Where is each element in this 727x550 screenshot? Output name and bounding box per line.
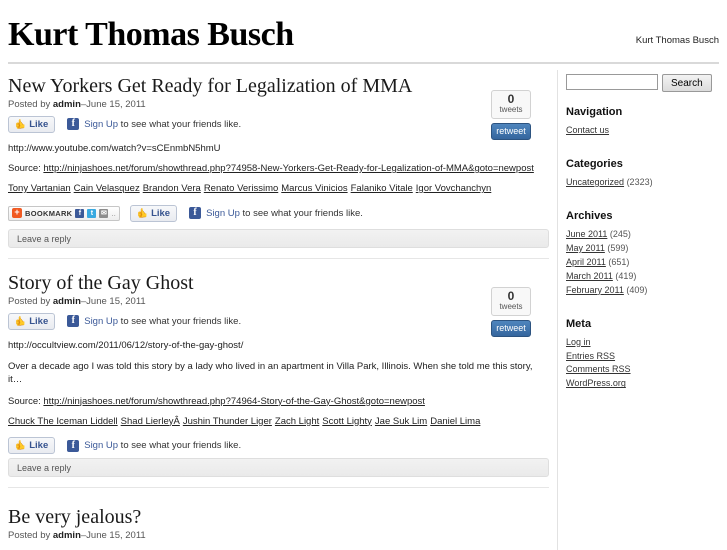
post-url: http://occultview.com/2011/06/12/story-of-the-gay-ghost/ xyxy=(8,340,244,351)
tag-link[interactable]: Renato Verissimo xyxy=(203,183,279,194)
tag-link[interactable]: Chuck The Iceman Liddell xyxy=(8,415,118,427)
meta-separator: – xyxy=(80,529,87,541)
posted-by-label: Posted by xyxy=(8,99,53,110)
meta-heading: Meta xyxy=(566,317,592,330)
facebook-icon: f xyxy=(67,118,79,130)
signup-link[interactable]: Sign Up xyxy=(84,118,119,130)
thumbs-up-icon: 👍 xyxy=(15,315,27,326)
plus-icon: + xyxy=(12,208,22,218)
archives-heading: Archives xyxy=(566,209,613,222)
meta-link[interactable]: WordPress.org xyxy=(566,378,626,389)
retweet-button[interactable]: retweet xyxy=(491,320,531,337)
facebook-like-button[interactable] xyxy=(8,116,55,133)
source-label: Source: xyxy=(8,395,44,407)
tweet-count: 0 xyxy=(507,92,515,106)
tag-link[interactable]: Scott Lighty xyxy=(322,415,372,427)
archive-link[interactable]: April 2011 xyxy=(566,256,606,267)
sidebar-item-archive xyxy=(566,242,712,256)
sidebar-item-contact-us xyxy=(566,124,712,138)
tag-link[interactable]: Jushin Thunder Liger xyxy=(182,415,272,427)
search-input[interactable] xyxy=(566,74,658,90)
categories-section xyxy=(566,158,712,190)
archive-count: (651) xyxy=(608,256,630,267)
facebook-share-icon[interactable]: f xyxy=(75,209,84,218)
category-count: (2323) xyxy=(626,176,653,187)
post-divider xyxy=(8,258,549,259)
site-title: Kurt Thomas Busch xyxy=(8,16,294,53)
facebook-icon: f xyxy=(67,315,79,327)
source-label: Source: xyxy=(8,163,44,174)
post-meta xyxy=(8,296,549,307)
search-button[interactable]: Search xyxy=(662,74,712,92)
facebook-like-row xyxy=(8,311,549,331)
sidebar-item-archive xyxy=(566,284,712,298)
post-url: http://www.youtube.com/watch?v=sCEnmbN5hmU xyxy=(8,143,221,154)
tag-link[interactable]: Cain Velasquez xyxy=(73,183,140,194)
twitter-share-icon[interactable]: t xyxy=(87,209,96,218)
navigation-heading: Navigation xyxy=(566,106,623,118)
like-label: Like xyxy=(29,315,49,327)
post-date: June 15, 2011 xyxy=(86,296,146,307)
like-label: Like xyxy=(151,207,171,219)
post-excerpt: Over a decade ago I was told this story by a lady who lived in an apartment in Villa Park, Illinois. When she told me this story, it… xyxy=(8,361,533,386)
retweet-button[interactable]: retweet xyxy=(491,123,531,140)
navigation-section xyxy=(566,106,712,138)
post-item xyxy=(8,64,549,248)
signup-tail: to see what your friends like. xyxy=(118,440,242,452)
post-item xyxy=(8,490,549,541)
post-meta xyxy=(8,99,549,110)
post-source xyxy=(8,163,549,174)
archive-count: (409) xyxy=(626,284,648,295)
facebook-like-row xyxy=(8,436,549,456)
post-author[interactable]: admin xyxy=(52,99,81,110)
facebook-like-button[interactable] xyxy=(8,313,55,330)
signup-tail: to see what your friends like. xyxy=(118,315,242,327)
post-date: June 15, 2011 xyxy=(86,99,146,110)
tweet-count-label: tweets xyxy=(499,302,523,312)
post-title[interactable]: New Yorkers Get Ready for Legalization of MMA xyxy=(8,75,413,97)
archive-count: (599) xyxy=(607,242,629,253)
archive-link[interactable]: June 2011 xyxy=(566,228,608,239)
addthis-bookmark-button[interactable] xyxy=(8,206,120,221)
meta-link[interactable]: Log in xyxy=(566,336,591,347)
meta-link[interactable]: Comments RSS xyxy=(566,364,631,375)
share-row xyxy=(8,203,549,223)
thumbs-up-icon: 👍 xyxy=(15,440,27,451)
tag-link[interactable]: Tony Vartanian xyxy=(8,183,71,194)
archive-link[interactable]: May 2011 xyxy=(566,242,605,253)
like-label: Like xyxy=(29,440,49,452)
source-link[interactable]: http://ninjashoes.net/forum/showthread.php?74964-Story-of-the-Gay-Ghost&goto=newpost xyxy=(43,395,425,407)
sidebar-item-comments-rss xyxy=(566,363,712,377)
archive-link[interactable]: March 2011 xyxy=(566,270,613,281)
thumbs-up-icon: 👍 xyxy=(136,207,149,218)
sidebar-item-archive xyxy=(566,228,712,242)
content-column xyxy=(0,64,557,545)
tag-link[interactable]: Marcus Vinicios xyxy=(281,183,348,194)
facebook-signup-text xyxy=(206,208,363,219)
main-columns xyxy=(0,64,727,550)
post-divider xyxy=(8,487,549,488)
sidebar-item-login xyxy=(566,336,712,350)
signup-link[interactable]: Sign Up xyxy=(206,207,240,219)
sidebar-item-entries-rss xyxy=(566,350,712,364)
sidebar-item-archive xyxy=(566,270,712,284)
facebook-like-button[interactable] xyxy=(130,205,177,222)
tag-link[interactable]: Zach Light xyxy=(274,415,320,427)
archives-section xyxy=(566,210,712,298)
facebook-icon: f xyxy=(67,440,79,452)
posted-by-label: Posted by xyxy=(8,529,53,541)
archive-count: (245) xyxy=(609,228,631,239)
tag-link[interactable]: Shad LierleyÂ xyxy=(120,415,180,427)
facebook-like-button[interactable] xyxy=(8,437,55,454)
post-date: June 15, 2011 xyxy=(86,529,146,541)
meta-separator: – xyxy=(80,296,87,307)
tag-list xyxy=(8,416,549,427)
site-header xyxy=(0,0,727,62)
navigation-link[interactable]: Contact us xyxy=(566,125,610,135)
bookmark-label: BOOKMARK xyxy=(25,208,73,218)
source-link[interactable]: http://ninjashoes.net/forum/showthread.php?74958-New-Yorkers-Get-Ready-for-Legalization-of-MMA&goto=newpost xyxy=(43,163,534,174)
search-form xyxy=(566,74,712,92)
meta-section xyxy=(566,318,712,392)
categories-heading: Categories xyxy=(566,157,623,170)
tag-list xyxy=(8,183,549,194)
archive-link[interactable]: February 2011 xyxy=(566,284,624,295)
meta-separator: – xyxy=(80,99,87,110)
leave-a-reply-box[interactable]: Leave a reply xyxy=(8,229,549,248)
meta-link[interactable]: Entries RSS xyxy=(566,350,616,361)
sidebar-item-uncategorized xyxy=(566,176,712,190)
facebook-signup-text xyxy=(84,440,241,451)
sidebar xyxy=(558,64,718,411)
header-right-label: Kurt Thomas Busch xyxy=(635,35,719,46)
email-share-icon[interactable]: ✉ xyxy=(100,209,107,217)
facebook-signup-text xyxy=(84,119,241,130)
tweet-count-label: tweets xyxy=(499,105,523,115)
facebook-signup-text xyxy=(84,316,241,327)
category-link[interactable]: Uncategorized xyxy=(566,176,625,187)
tag-link[interactable]: Jae Suk Lim xyxy=(374,415,428,427)
post-item xyxy=(8,261,549,477)
post-author[interactable]: admin xyxy=(52,529,81,541)
facebook-icon: f xyxy=(189,207,201,219)
post-source xyxy=(8,396,549,407)
post-author[interactable]: admin xyxy=(52,296,81,307)
like-label: Like xyxy=(29,118,49,130)
post-title[interactable]: Be very jealous? xyxy=(8,505,142,528)
leave-a-reply-box[interactable]: Leave a reply xyxy=(8,458,549,477)
tweet-count-box xyxy=(491,90,531,119)
signup-link[interactable]: Sign Up xyxy=(84,440,119,452)
tag-link[interactable]: Falaniko Vitale xyxy=(350,183,413,194)
tweet-count-box xyxy=(491,287,531,316)
posted-by-label: Posted by xyxy=(8,296,53,307)
more-options-icon[interactable]: .. xyxy=(111,208,116,218)
archive-count: (419) xyxy=(615,270,637,281)
tweet-count: 0 xyxy=(507,289,515,303)
sidebar-item-wordpress-org xyxy=(566,377,712,391)
tag-link[interactable]: Igor Vovchanchyn xyxy=(415,183,492,194)
signup-link[interactable]: Sign Up xyxy=(84,315,119,327)
signup-tail: to see what your friends like. xyxy=(118,118,242,130)
post-meta xyxy=(8,530,549,541)
tweet-widget xyxy=(491,287,531,337)
tag-link[interactable]: Daniel Lima xyxy=(430,415,481,427)
sidebar-item-archive xyxy=(566,256,712,270)
facebook-like-row xyxy=(8,114,549,134)
thumbs-up-icon: 👍 xyxy=(15,118,27,129)
signup-tail: to see what your friends like. xyxy=(239,207,363,219)
post-title[interactable]: Story of the Gay Ghost xyxy=(8,272,194,294)
tweet-widget xyxy=(491,90,531,140)
tag-link[interactable]: Brandon Vera xyxy=(142,183,201,194)
